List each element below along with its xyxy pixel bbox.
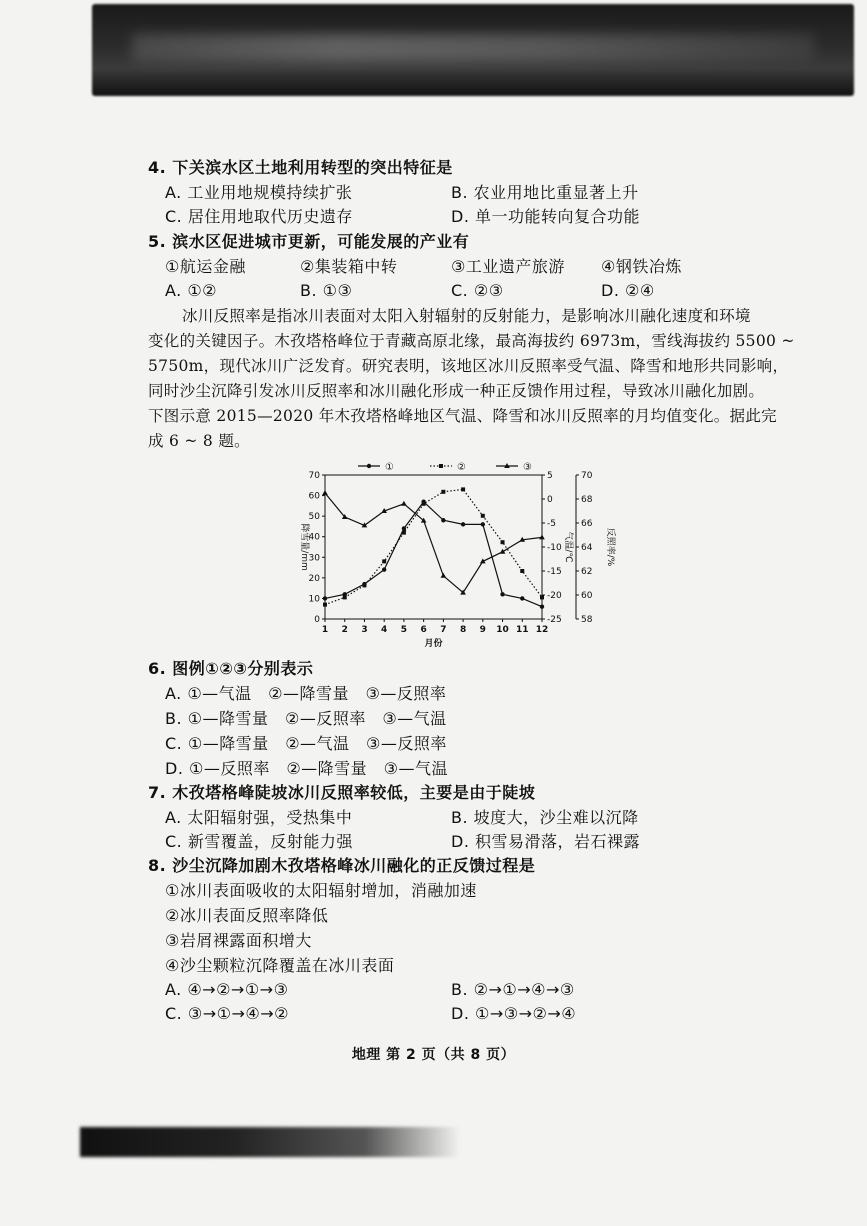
albedo-axis-tick-label: 58 — [581, 615, 593, 625]
q8-option-b: B. ②→①→④→③ — [451, 980, 575, 999]
series-2-point — [481, 514, 485, 518]
x-axis-tick-label: 11 — [516, 625, 529, 635]
series-2-point — [520, 569, 524, 573]
series-3-point — [539, 534, 545, 539]
q8-item: ①冰川表面吸收的太阳辐射增加，消融加速 — [165, 881, 477, 900]
q4-option-c: C. 居住用地取代历史遗存 — [165, 207, 353, 226]
legend-label-2: ② — [457, 462, 466, 473]
q7-option-c: C. 新雪覆盖，反射能力强 — [165, 832, 353, 851]
series-line-1 — [325, 502, 542, 607]
q5-option-d: D. ②④ — [601, 281, 655, 300]
x-axis-tick-label: 8 — [459, 625, 467, 635]
series-1-point — [481, 522, 485, 526]
passage-line: 5750m，现代冰川广泛发育。研究表明，该地区冰川反照率受气温、降雪和地形共同影响， — [148, 357, 789, 375]
q5-item: ③工业遗产旅游 — [451, 257, 565, 276]
passage-line: 成 6 ~ 8 题。 — [148, 432, 250, 450]
q4-stem: 4. 下关滨水区土地利用转型的突出特征是 — [148, 158, 453, 177]
x-axis-tick-label: 9 — [479, 625, 486, 635]
temp-axis-tick-label: -25 — [547, 615, 562, 625]
series-3-point — [401, 501, 407, 506]
x-axis-tick-label: 7 — [440, 625, 447, 635]
q5-item: ①航运金融 — [165, 257, 246, 276]
q7-option-d: D. 积雪易滑落，岩石裸露 — [451, 832, 640, 851]
x-axis-tick-label: 2 — [341, 625, 348, 635]
series-1-point — [520, 596, 524, 600]
temp-axis-tick-label: -10 — [547, 543, 562, 553]
passage-line: 同时沙尘沉降引发冰川反照率和冰川融化形成一种正反馈作用过程，导致冰川融化加剧。 — [148, 382, 765, 400]
climate-line-chart — [292, 462, 622, 654]
page-footer: 地理 第 2 页（共 8 页） — [351, 1047, 516, 1063]
q8-stem: 8. 沙尘沉降加剧木孜塔格峰冰川融化的正反馈过程是 — [148, 856, 536, 875]
q7-option-a: A. 太阳辐射强，受热集中 — [165, 808, 353, 827]
q5-option-b: B. ①③ — [300, 281, 353, 300]
x-axis-tick-label: 10 — [496, 625, 509, 635]
series-2-point — [382, 559, 386, 563]
q5-stem: 5. 滨水区促进城市更新，可能发展的产业有 — [148, 232, 470, 251]
series-1-point — [323, 596, 327, 600]
left-axis-tick-label: 0 — [314, 615, 320, 625]
q6-option-d: D. ①—反照率 ②—降雪量 ③—气温 — [165, 759, 449, 778]
series-2-point — [461, 487, 465, 491]
left-axis-tick-label: 60 — [308, 491, 320, 502]
series-2-point — [323, 603, 327, 607]
q8-item: ④沙尘颗粒沉降覆盖在冰川表面 — [165, 956, 395, 975]
temp-axis-tick-label: -5 — [547, 519, 556, 529]
x-axis-tick-label: 1 — [321, 625, 329, 635]
q5-item: ④钢铁冶炼 — [601, 257, 682, 276]
x-axis-tick-label: 3 — [361, 625, 368, 635]
q5-option-c: C. ②③ — [451, 281, 504, 300]
albedo-axis-tick-label: 68 — [581, 495, 593, 505]
q6-option-c: C. ①—降雪量 ②—气温 ③—反照率 — [165, 734, 447, 753]
q8-option-a: A. ④→②→①→③ — [165, 980, 289, 999]
albedo-axis-tick-label: 64 — [581, 543, 593, 553]
q6-option-b: B. ①—降雪量 ②—反照率 ③—气温 — [165, 709, 447, 728]
series-3-point — [441, 573, 447, 578]
legend-label-3: ③ — [523, 462, 532, 473]
x-axis-tick-label: 12 — [535, 625, 549, 635]
temp-axis-tick-label: -15 — [547, 567, 562, 577]
series-1-point — [461, 522, 465, 526]
x-axis-tick-label: 6 — [420, 625, 427, 635]
series-3-point — [322, 490, 328, 495]
series-2-point — [343, 595, 347, 599]
q5-item: ②集装箱中转 — [300, 257, 398, 276]
left-axis-tick-label: 20 — [308, 573, 320, 584]
left-axis-tick-label: 40 — [308, 532, 320, 543]
albedo-axis-tick-label: 66 — [581, 519, 593, 529]
q5-option-a: A. ①② — [165, 281, 218, 300]
left-axis-tick-label: 50 — [308, 512, 320, 523]
q4-option-b: B. 农业用地比重显著上升 — [451, 183, 639, 202]
passage-line: 下图示意 2015—2020 年木孜塔格峰地区气温、降雪和冰川反照率的月均值变化。据此完 — [148, 407, 777, 425]
x-axis-tick-label: 5 — [400, 625, 408, 635]
q7-stem: 7. 木孜塔格峰陡坡冰川反照率较低，主要是由于陡坡 — [148, 783, 536, 802]
q8-item: ③岩屑裸露面积增大 — [165, 931, 312, 950]
series-2-point — [441, 490, 445, 494]
q8-item: ②冰川表面反照率降低 — [165, 906, 329, 925]
series-line-3 — [325, 493, 542, 593]
albedo-axis-tick-label: 70 — [581, 471, 593, 481]
series-2-point — [501, 540, 505, 544]
q8-option-c: C. ③→①→④→② — [165, 1004, 289, 1023]
passage-line: 变化的关键因子。木孜塔格峰位于青藏高原北缘，最高海拔约 6973m，雪线海拔约 5500 ~ — [148, 332, 795, 350]
series-1-point — [441, 518, 445, 522]
series-1-point — [540, 604, 544, 608]
legend-marker-1 — [367, 464, 371, 468]
legend-marker-2 — [439, 464, 443, 468]
q6-stem: 6. 图例①②③分别表示 — [148, 659, 314, 678]
q4-option-a: A. 工业用地规模持续扩张 — [165, 183, 353, 202]
series-2-point — [402, 531, 406, 535]
albedo-axis-tick-label: 60 — [581, 591, 593, 601]
x-axis-tick-label: 4 — [381, 625, 388, 635]
q4-option-d: D. 单一功能转向复合功能 — [451, 207, 640, 226]
series-2-point — [422, 502, 426, 506]
albedo-axis-label: 反照率/% — [605, 527, 615, 567]
x-axis-label: 月份 — [424, 639, 443, 649]
left-axis-tick-label: 30 — [308, 553, 320, 564]
series-2-point — [362, 583, 366, 587]
left-axis-label: 降雪量/mm — [299, 523, 309, 571]
passage-line: 冰川反照率是指冰川表面对太阳入射辐射的反射能力，是影响冰川融化速度和环境 — [182, 307, 751, 325]
series-2-point — [540, 595, 544, 599]
q7-option-b: B. 坡度大，沙尘难以沉降 — [451, 808, 639, 827]
temp-axis-tick-label: -20 — [547, 591, 562, 601]
legend-label-1: ① — [385, 462, 394, 473]
albedo-axis-tick-label: 62 — [581, 567, 593, 577]
temp-axis-tick-label: 0 — [547, 495, 553, 505]
series-1-point — [500, 592, 504, 596]
left-axis-tick-label: 70 — [308, 471, 320, 481]
q6-option-a: A. ①—气温 ②—降雪量 ③—反照率 — [165, 684, 447, 703]
q8-option-d: D. ①→③→②→④ — [451, 1004, 577, 1023]
series-1-point — [382, 567, 386, 571]
temp-axis-label: 气温/℃ — [563, 531, 573, 563]
left-axis-tick-label: 10 — [308, 594, 320, 605]
temp-axis-tick-label: 5 — [547, 471, 553, 481]
